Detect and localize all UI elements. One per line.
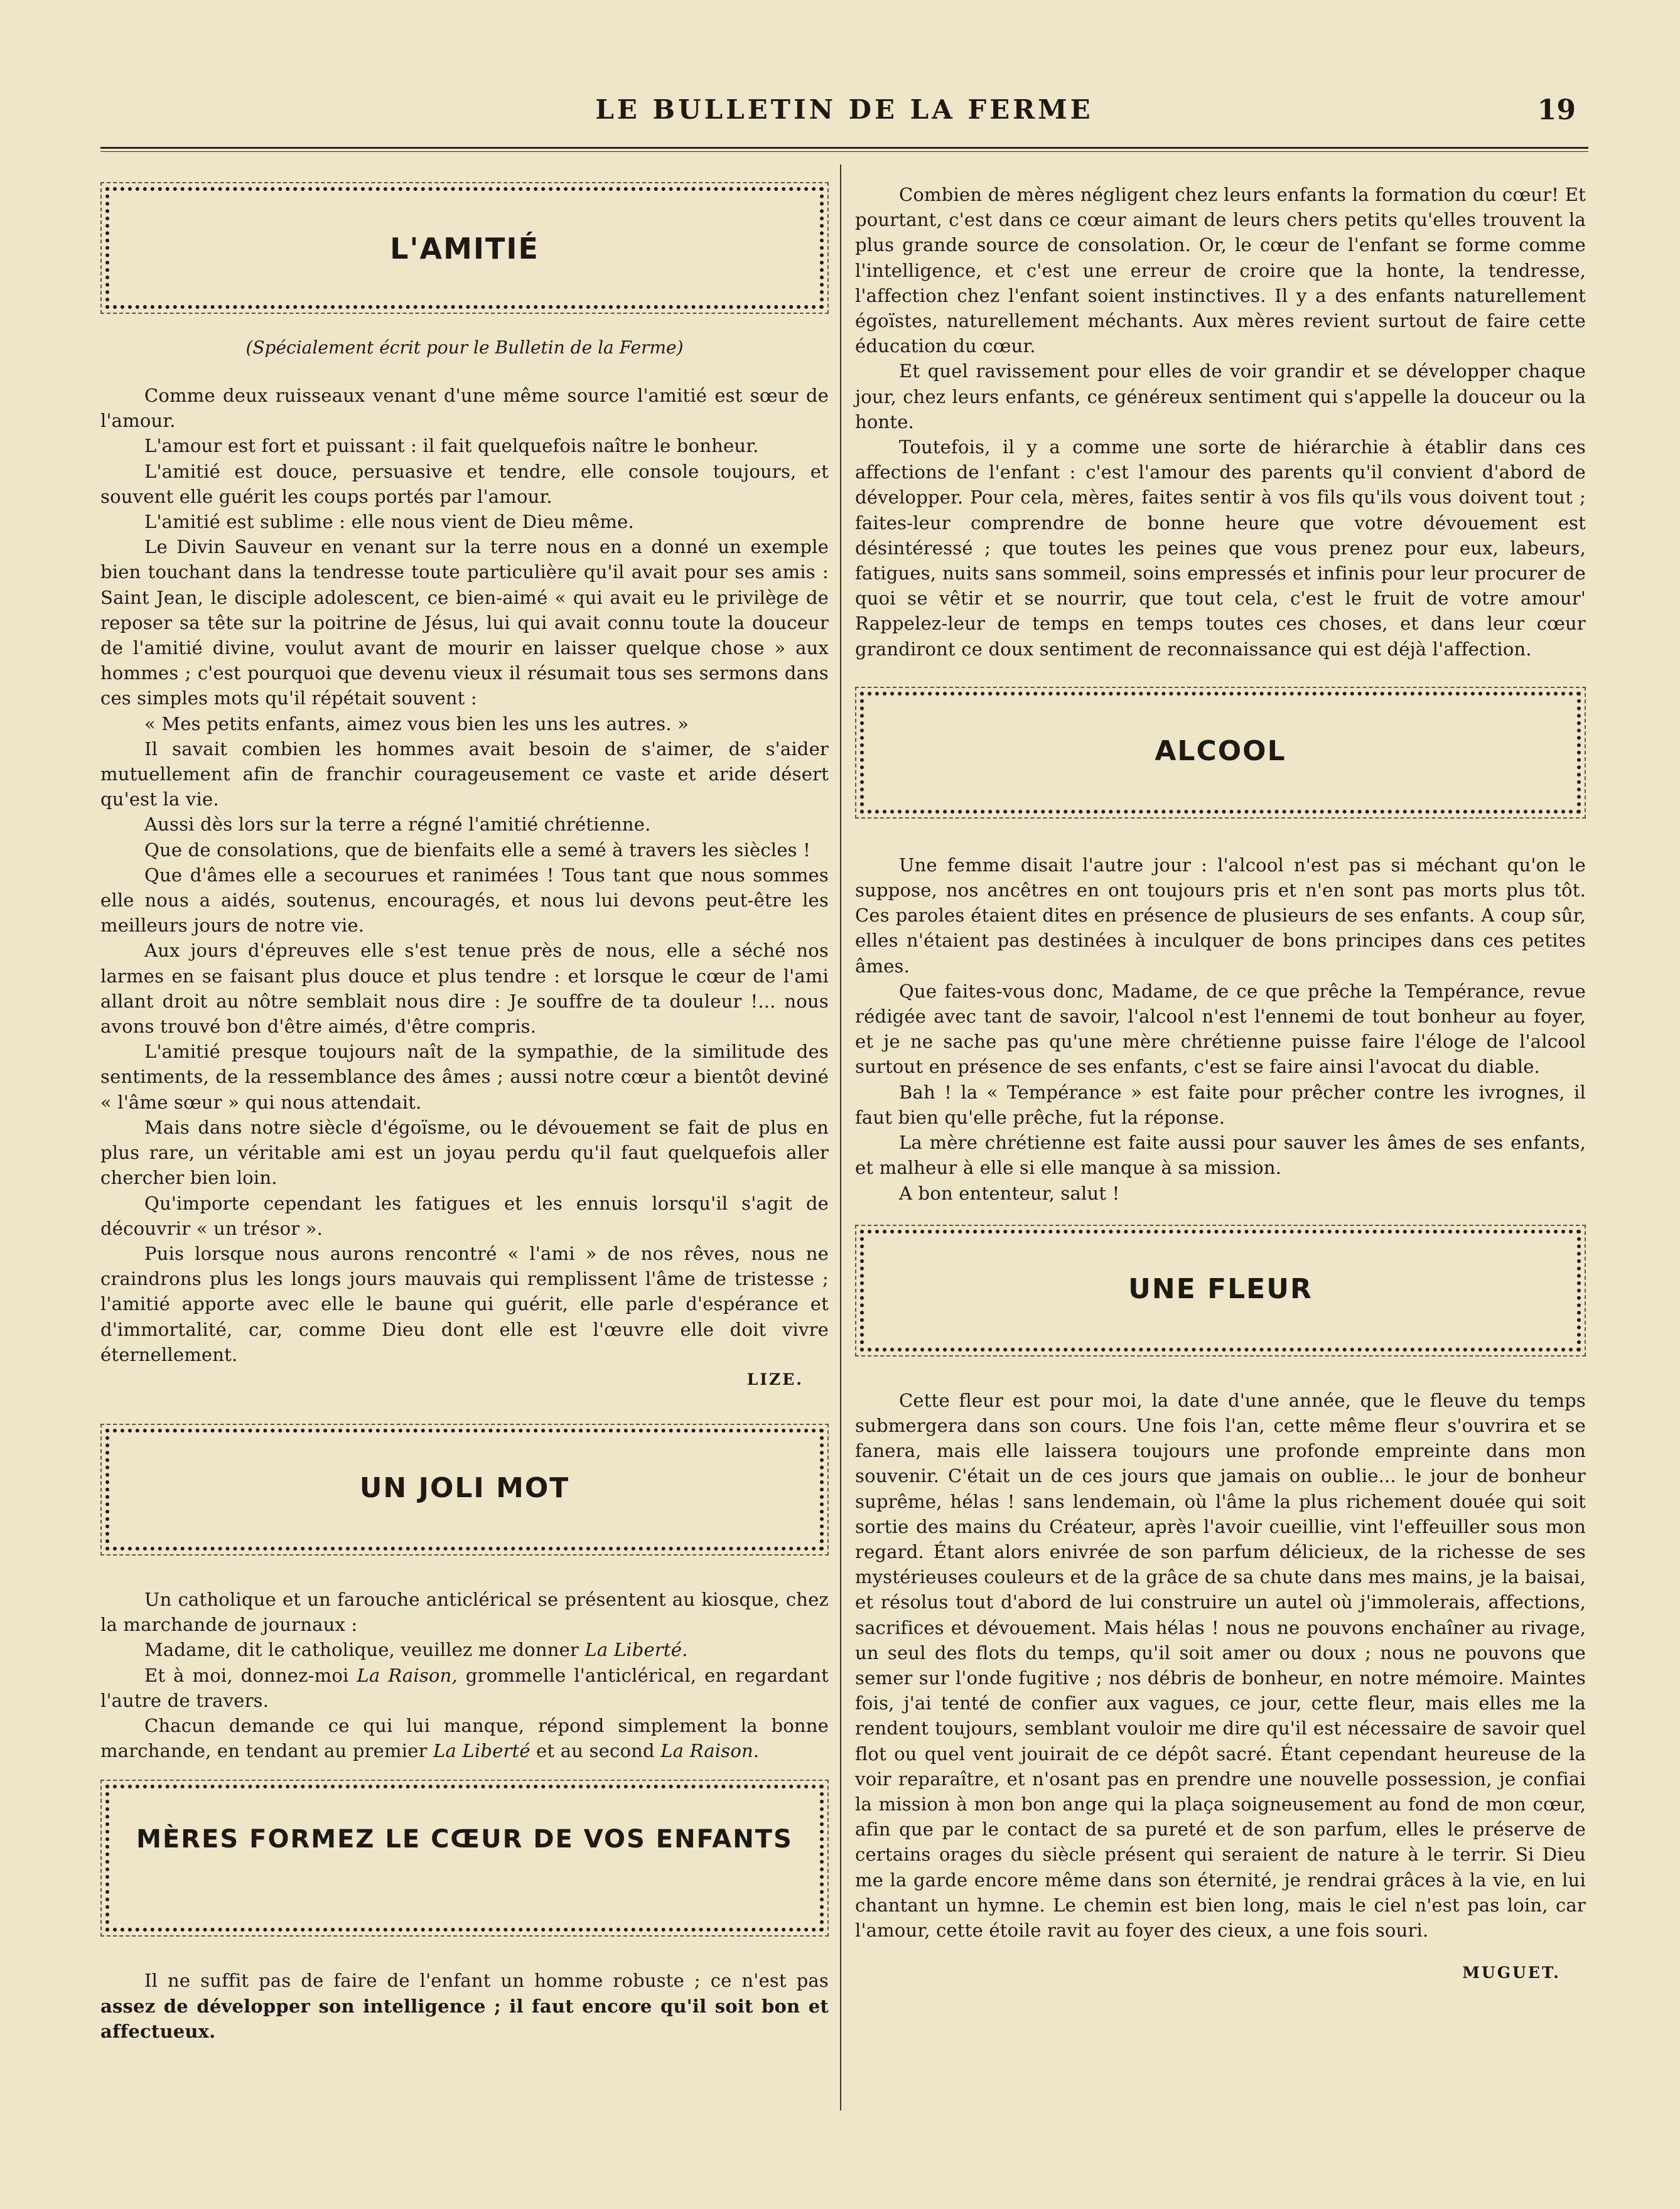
alcool-body — [855, 852, 1586, 1206]
meres-title: MÈRES FORMEZ LE CŒUR DE VOS ENFANTS — [136, 1825, 793, 1854]
paragraph: Que de consolations, que de bienfaits elle a semé à travers les siècles ! — [144, 839, 810, 861]
amitie-title-frame — [100, 182, 829, 314]
meres-intro: Il ne suffit pas de faire de l'enfant un homme robuste ; ce n'est pas assez de développer son intelligence ; il faut encore qu'il soit bon et affectueux. — [100, 1970, 829, 2042]
meres-title-frame — [100, 1780, 829, 1937]
amitie-body — [100, 383, 829, 1367]
paragraph: Mais dans notre siècle d'égoïsme, ou le dévouement se fait de plus en plus rare, un véritable ami est un joyau perdu qu'il faut quelquefois aller chercher bien loin. — [100, 1116, 829, 1189]
page-number: 19 — [1537, 94, 1576, 126]
paragraph: Aux jours d'épreuves elle s'est tenue près de nous, elle a séché nos larmes en se faisant plus douce et plus tendre : et lorsque le cœur de l'ami allant droit au nôtre semblait nous dire : Je souffre de ta douleur !... nous avons trouvé bon d'être aimés, d'être compris. — [100, 940, 829, 1038]
joli-mot-title-frame — [100, 1424, 829, 1556]
paragraph: A bon ententeur, salut ! — [899, 1182, 1120, 1204]
paragraph: Que d'âmes elle a secourues et ranimées ! Tous tant que nous sommes elle nous a aidés, soutenus, encouragés, et nous lui devons peut-être les meilleurs jours de notre vie. — [100, 864, 829, 937]
paragraph: L'amitié est douce, persuasive et tendre, elle console toujours, et souvent elle guérit les coups portés par l'amour. — [100, 460, 829, 507]
paragraph: Un catholique et un farouche anticlérical se présentent au kiosque, chez la marchande de journaux : — [100, 1588, 829, 1636]
paragraph: Cette fleur est pour moi, la date d'une année, que le fleuve du temps submergera dans son cours. Une fois l'an, cette même fleur s'ouvrira et se fanera, mais elle laissera toujours une profonde empreinte dans mon souvenir. C'était un de ces jours que jamais on oublie... le jour de bonheur suprême, hélas ! sans lendemain, où l'âme la plus richement douée qui soit sortie des mains du Créateur, après l'avoir cueillie, vint l'effeuiller sous mon regard. Étant alors enivrée de son parfum délicieux, de la richesse de ses mystérieuses couleurs et de la grâce de sa chute dans mes mains, je la baisai, et résolus tout d'abord de lui construire un autel où j'immolerais, affections, sacrifices et dévouement. Mais hélas ! nous ne pouvons enchaîner au rivage, un seul des flots du temps, qu'il soit amer ou doux ; nous ne pouvons que semer sur l'onde fugitive ; nos débris de bonheur, en notre mémoire. Maintes fois, j'ai tenté de confier aux vagues, ce jour, cette fleur, mais elles me la rendent toujours, semblant vouloir me dire qu'il est nécessaire de savoir quel flot ou quel vent jouirait de ce dépôt sacré. Étant cependant heureuse de la voir reparaître, et n'osant pas en prendre une nouvelle possession, je confiai la mission à mon bon ange qui la plaça soigneusement au fond de mon cœur, afin que par le contact de sa pureté et de son parfum, elles le préserve de certains orages du siècle présent qui seraient de nature à le terrir. Si Dieu me la garde encore même dans son éternité, je rendrai grâces à la vie, en lui chantant un hymne. Le chemin est bien long, mais le ciel n'est pas loin, car l'amour, cette étoile ravit au foyer des cieux, a une fois souri. — [855, 1389, 1586, 1941]
publication-title: LE BULLETIN DE LA FERME — [595, 94, 1094, 125]
alcool-title-frame — [855, 687, 1586, 819]
paragraph: Comme deux ruisseaux venant d'une même source l'amitié est sœur de l'amour. — [100, 385, 829, 432]
paragraph: L'amitié est sublime : elle nous vient de Dieu même. — [144, 511, 634, 533]
page-header — [100, 94, 1588, 132]
fleur-title-frame — [855, 1225, 1586, 1357]
paragraph: Une femme disait l'autre jour : l'alcool n'est pas si méchant qu'on le suppose, nos ancêtres en ont toujours pris et n'en sont pas morts plus tôt. Ces paroles étaient dites en présence de plusieurs de ses enfants. A coup sûr, elles n'étaient pas destinées à inculquer de bons principes dans ces petites âmes. — [855, 854, 1586, 977]
fleur-title: UNE FLEUR — [1128, 1272, 1313, 1305]
paragraph: Le Divin Sauveur en venant sur la terre nous en a donné un exemple bien touchant dans la tendresse toute particulière qu'il avait pour ses amis : Saint Jean, le disciple adolescent, ce bien-aimé « qui avait eu le privilège de reposer sa tête sur la poitrine de Jésus, lui qui avait connu toute la douceur de l'amitié divine, voulut avant de mourir en laisser quelque chose » aux hommes ; c'est pourquoi que devenu vieux il résumait tous ses sermons dans ces simples mots qu'il répétait souvent : — [100, 536, 829, 709]
column-divider — [840, 164, 841, 2110]
joli-mot-title: UN JOLI MOT — [359, 1471, 570, 1504]
fleur-byline: MUGUET. — [1462, 1964, 1561, 1982]
paragraph: Aussi dès lors sur la terre a régné l'amitié chrétienne. — [144, 814, 651, 836]
paragraph: Combien de mères négligent chez leurs enfants la formation du cœur! Et pourtant, c'est dans ce cœur aimant de leurs chers petits qu'elles trouvent la plus grande source de consolation. Or, le cœur de l'enfant se forme comme l'intelligence, et c'est une erreur de croire que la honte, la tendresse, l'affection chez l'enfant soient instinctives. Il y a des enfants naturellement égoïstes, naturellement méchants. Aux mères revient surtout de faire cette éducation du cœur. — [855, 184, 1586, 357]
paragraph: La mère chrétienne est faite aussi pour sauver les âmes de ses enfants, et malheur à elle si elle manque à sa mission. — [855, 1132, 1586, 1179]
paragraph: Qu'importe cependant les fatigues et les ennuis lorsqu'il s'agit de découvrir « un trésor ». — [100, 1192, 829, 1239]
paragraph: Bah ! la « Tempérance » est faite pour prêcher contre les ivrognes, il faut bien qu'elle prêche, fut la réponse. — [855, 1081, 1586, 1128]
amitie-subtitle: (Spécialement écrit pour le Bulletin de la Ferme) — [245, 337, 684, 358]
amitie-byline: LIZE. — [746, 1370, 804, 1389]
paragraph: Que faites-vous donc, Madame, de ce que prêche la Tempérance, revue rédigée avec tant de savoir, l'alcool n'est l'ennemi de tout bonheur au foyer, et je ne sache pas qu'une mère chrétienne puisse faire l'éloge de l'alcool surtout en présence de ses enfants, c'est se faire ainsi l'avocat du diable. — [855, 980, 1586, 1078]
joli-mot-body — [100, 1587, 829, 1763]
alcool-title: ALCOOL — [1155, 734, 1286, 767]
paragraph: Madame, dit le catholique, veuillez me donner La Liberté. — [144, 1639, 688, 1661]
header-rule — [100, 147, 1588, 152]
paragraph: « Mes petits enfants, aimez vous bien les uns les autres. » — [144, 712, 689, 734]
left-column — [100, 182, 829, 2044]
paragraph: Chacun demande ce qui lui manque, répond simplement la bonne marchande, en tendant au premier La Liberté et au second La Raison. — [100, 1714, 829, 1762]
meres-continued — [855, 182, 1586, 662]
paragraph: Puis lorsque nous aurons rencontré « l'ami » de nos rêves, nous ne craindrons plus les longs jours mauvais qui remplissent l'âme de tristesse ; l'amitié apporte avec elle le baune qui guérit, elle parle d'espérance et d'immortalité, car, comme Dieu dont elle est l'œuvre elle doit vivre éternellement. — [100, 1242, 829, 1365]
paragraph: L'amitié presque toujours naît de la sympathie, de la similitude des sentiments, de la ressemblance des âmes ; aussi notre cœur a bientôt deviné « l'âme sœur » qui nous attendait. — [100, 1041, 829, 1113]
paragraph: L'amour est fort et puissant : il fait quelquefois naître le bonheur. — [144, 435, 759, 457]
right-column — [855, 182, 1586, 1986]
paragraph: Il savait combien les hommes avait besoin de s'aimer, de s'aider mutuellement afin de franchir courageusement ce vaste et aride désert qu'est la vie. — [100, 738, 829, 810]
paragraph: Et quel ravissement pour elles de voir grandir et se développer chaque jour, chez leurs enfants, ce généreux sentiment qui s'appelle la douceur ou la honte. — [855, 360, 1586, 433]
paragraph: Et à moi, donnez-moi La Raison, grommelle l'anticlérical, en regardant l'autre de travers. — [100, 1664, 829, 1711]
amitie-title: L'AMITIÉ — [390, 232, 539, 266]
fleur-body — [855, 1388, 1586, 1943]
paragraph: Toutefois, il y a comme une sorte de hiérarchie à établir dans ces affections de l'enfant : c'est l'amour des parents qu'il convient d'abord de développer. Pour cela, mères, faites sentir à vos fils qu'ils vous doivent tout ; faites-leur comprendre de bonne heure que votre dévouement est désintéressé ; que toutes les peines que vous prenez pour eux, labeurs, fatigues, nuits sans sommeil, soins empressés et infinis pour leur procurer de quoi se vêtir et se nourrir, que tout cela, c'est le fruit de votre amour' Rappelez-leur de temps en temps toutes ces choses, et dans leur cœur grandiront ce doux sentiment de reconnaissance qui est déjà l'affection. — [855, 436, 1586, 660]
